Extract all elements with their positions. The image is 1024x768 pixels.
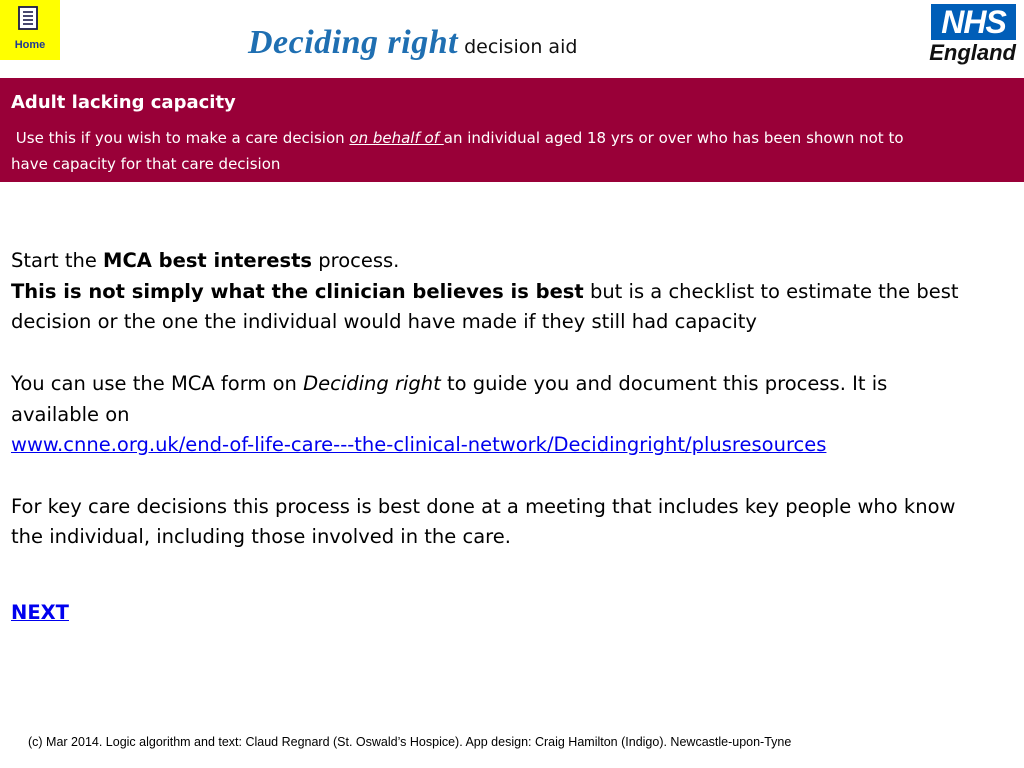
next-link[interactable]: NEXT [11,601,69,624]
p2-post: but is a checklist to estimate the best decision or the one the individual would have made if they still had capacity [11,279,959,334]
app-subtitle: decision aid [464,36,578,58]
app-title: Deciding right [248,24,459,61]
nhs-logo-subtitle: England [929,40,1016,65]
p1-bold: MCA best interests [103,249,313,272]
p2-bold: This is not simply what the clinician believes is best [11,279,584,303]
home-label: Home [14,39,46,51]
p1-pre: Start the [11,249,104,272]
paragraph-meeting: For key care decisions this process is best done at a meeting that includes key people who know the individual, including those involved in the care. [11,494,956,549]
document-list-icon [17,6,39,30]
p1-post: process. [312,249,400,272]
p3-pre: You can use the MCA form on [11,371,304,395]
nhs-logo: NHS [931,4,1016,40]
banner-desc-emphasis: on behalf of [349,129,444,147]
page-title [248,24,577,62]
home-button[interactable] [0,0,60,60]
banner-description [11,125,921,177]
p3-post: to guide you and document this process. It is available on [11,371,888,426]
resources-link[interactable]: www.cnne.org.uk/end-of-life-care---the-clinical-network/Decidingright/plusresources [11,433,827,457]
p3-emphasis: Deciding right [303,371,441,395]
paragraph-checklist [11,277,971,338]
banner-desc-post: an individual aged 18 yrs or over who has been shown not to have capacity for that care decision [11,129,904,173]
banner-desc-pre: Use this if you wish to make a care decision [15,129,350,147]
footer-credits: (c) Mar 2014. Logic algorithm and text: Claud Regnard (St. Oswald’s Hospice). App design: Craig Hamilton (Indigo). Newcastle-upon-Tyne [28,735,792,749]
section-banner [0,78,1024,182]
banner-title: Adult lacking capacity [11,92,236,113]
paragraph-start [11,246,971,277]
main-content [11,246,971,553]
paragraph-link [11,430,971,461]
paragraph-mca-form [11,369,971,430]
